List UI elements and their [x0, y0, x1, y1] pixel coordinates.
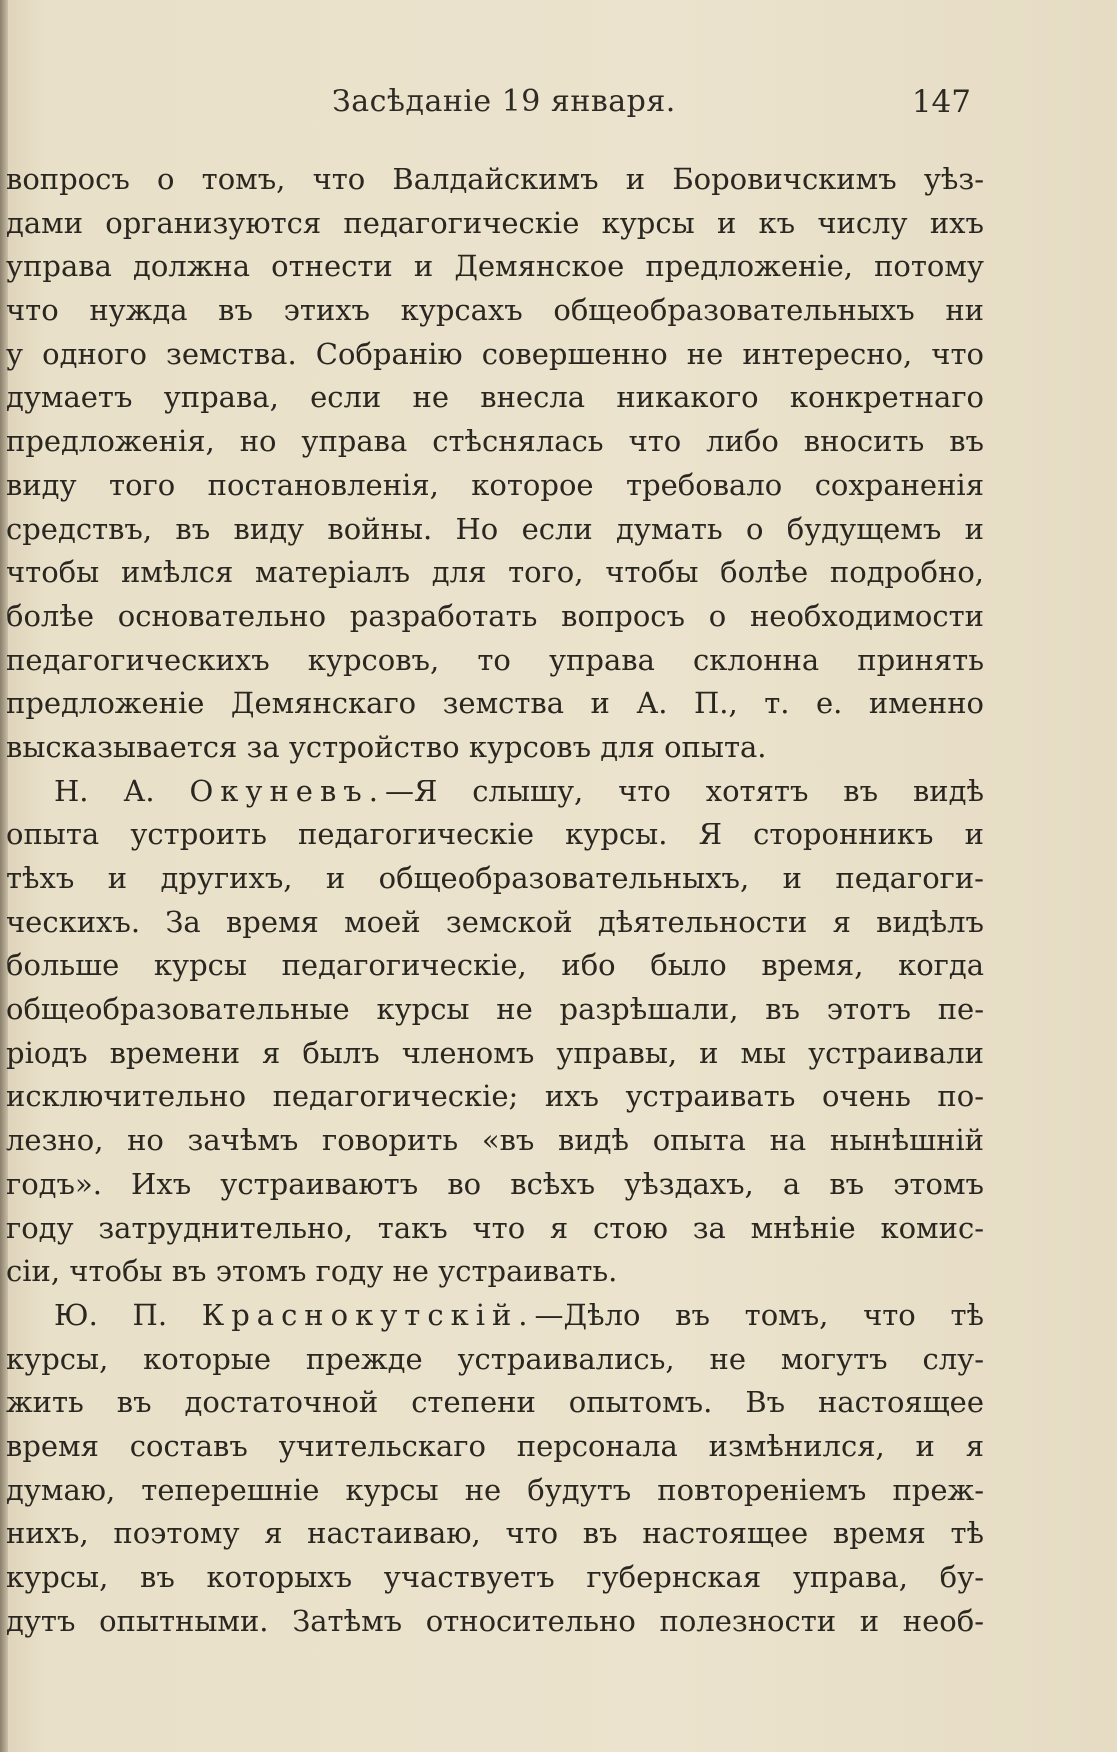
text-line: у одного земства. Собранію совершенно не интересно, что: [6, 336, 984, 371]
page-header: [0, 84, 1117, 124]
speaker-paragraph-okunev: [6, 770, 984, 814]
text-line: думаетъ управа, если не внесла никакого конкретнаго: [6, 380, 984, 415]
speaker-name: Краснокутскій.: [201, 1297, 535, 1332]
text-line: лезно, но зачѣмъ говорить «въ видѣ опыта на нынѣшній: [6, 1123, 984, 1158]
text-line: предложеніе Демянскаго земства и А. П., т. е. именно: [6, 686, 984, 721]
text-line: болѣе основательно разработать вопросъ о необходимости: [6, 598, 984, 633]
page-number: 147: [911, 84, 971, 120]
text-line: исключительно педагогическіе; ихъ устраивать очень по-: [6, 1079, 984, 1114]
body-text: [6, 158, 984, 1643]
text-line: опыта устроить педагогическіе курсы. Я сторонникъ и: [6, 817, 984, 852]
text-line: общеобразовательные курсы не разрѣшали, въ этотъ пе-: [6, 992, 984, 1027]
text-line: нихъ, поэтому я настаиваю, что въ настоящее время тѣ: [6, 1516, 984, 1551]
text-line: средствъ, въ виду войны. Но если думать о будущемъ и: [6, 511, 984, 546]
text-line: дами организуются педагогическіе курсы и къ числу ихъ: [6, 205, 984, 240]
text-line: время составъ учительскаго персонала измѣнился, и я: [6, 1428, 984, 1463]
text-line: тѣхъ и другихъ, и общеобразовательныхъ, и педагоги-: [6, 861, 984, 895]
text-line: году затруднительно, такъ что я стою за мнѣніе комис-: [6, 1210, 984, 1245]
text-line: управа должна отнести и Демянское предложеніе, потому: [6, 249, 984, 284]
text-line: чтобы имѣлся матеріалъ для того, чтобы болѣе подробно,: [6, 555, 984, 590]
text-line: курсы, которые прежде устраивались, не могутъ слу-: [6, 1341, 984, 1376]
text-line: виду того постановленія, которое требовало сохраненія: [6, 467, 984, 502]
running-title: Засѣданіе 19 января.: [332, 84, 676, 119]
text-line: —Дѣло въ томъ, что тѣ: [534, 1297, 984, 1332]
speaker-paragraph-krasnokutsky: [6, 1294, 984, 1338]
text-line: ческихъ. За время моей земской дѣятельности я видѣлъ: [6, 904, 984, 939]
speaker-name: Окуневъ.: [189, 773, 385, 808]
text-line: сіи, чтобы въ этомъ году не устраивать.: [6, 1254, 618, 1289]
text-line: годъ». Ихъ устраиваютъ во всѣхъ уѣздахъ, а въ этомъ: [6, 1166, 984, 1201]
text-line: жить въ достаточной степени опытомъ. Въ настоящее: [6, 1385, 984, 1420]
text-line: думаю, теперешніе курсы не будутъ повтореніемъ преж-: [6, 1472, 984, 1507]
text-line: дутъ опытными. Затѣмъ относительно полезности и необ-: [6, 1603, 984, 1638]
text-line: вопросъ о томъ, что Валдайскимъ и Боровичскимъ уѣз-: [6, 162, 984, 196]
text-line: ріодъ времени я былъ членомъ управы, и мы устраивали: [6, 1035, 984, 1070]
text-line: больше курсы педагогическіе, ибо было время, когда: [6, 948, 984, 983]
text-line: —Я слышу, что хотятъ въ видѣ: [384, 773, 984, 808]
text-line: что нужда въ этихъ курсахъ общеобразовательныхъ ни: [6, 293, 984, 328]
text-line: предложенія, но управа стѣснялась что либо вносить въ: [6, 424, 984, 459]
speaker-initials: Ю. П.: [54, 1297, 168, 1332]
text-line: высказывается за устройство курсовъ для опыта.: [6, 729, 767, 764]
text-line: педагогическихъ курсовъ, то управа склонна принять: [6, 642, 984, 677]
text-line: курсы, въ которыхъ участвуетъ губернская управа, бу-: [6, 1560, 984, 1594]
speaker-initials: Н. А.: [54, 773, 155, 808]
